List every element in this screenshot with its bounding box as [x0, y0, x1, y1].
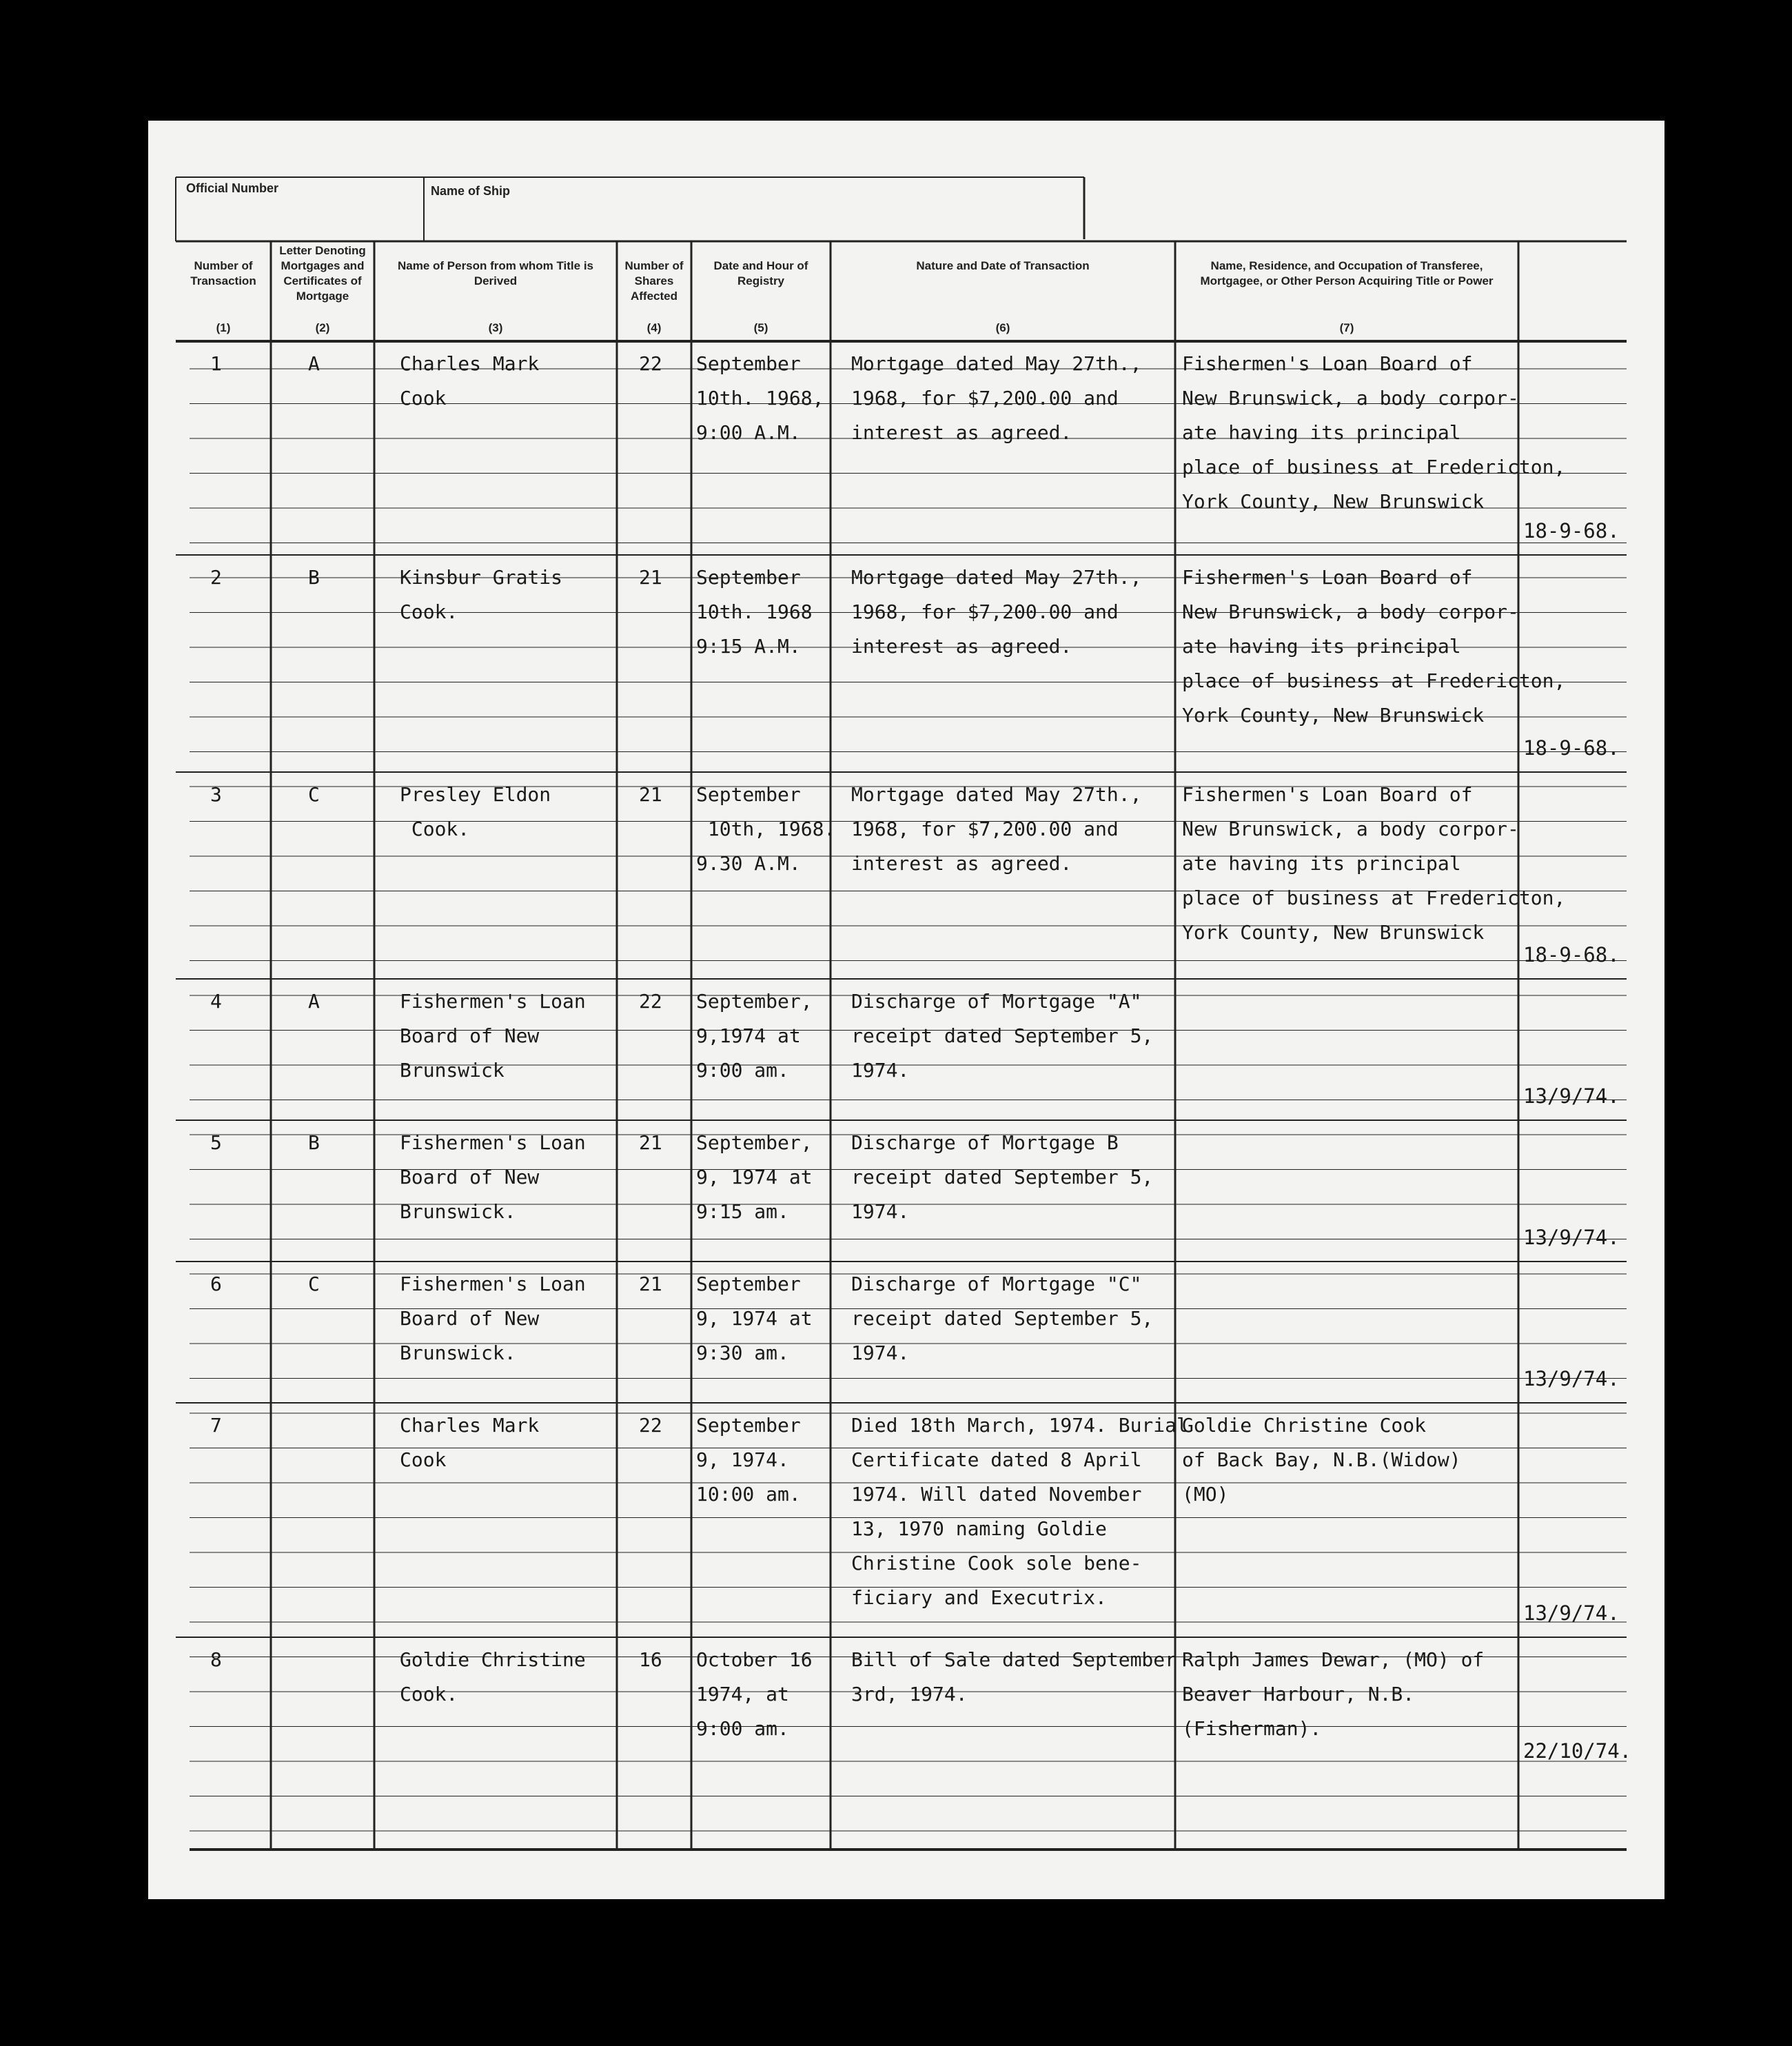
row-nature: Mortgage dated May 27th., 1968, for $7,200.00 and interest as agreed.	[851, 352, 1142, 444]
row-person: Fishermen's Loan Board of New Brunswick.	[400, 1131, 586, 1223]
row-shares: 21	[639, 566, 662, 589]
row-nature: Bill of Sale dated September 3rd, 1974.	[851, 1648, 1177, 1705]
row-nature: Mortgage dated May 27th., 1968, for $7,200.00 and interest as agreed.	[851, 566, 1142, 658]
row-registry: September 10th. 1968 9:15 A.M.	[696, 566, 813, 658]
row-person: Fishermen's Loan Board of New Brunswick.	[400, 1273, 586, 1364]
column-header-number: (6)	[995, 321, 1010, 334]
column-header-title: Nature and Date of Transaction	[916, 259, 1090, 272]
row-person: Charles Mark Cook	[400, 352, 540, 409]
row-shares: 22	[639, 990, 662, 1013]
column-header-title: Name of Person from whom Title is Derived	[397, 259, 594, 287]
row-number: 5	[210, 1131, 222, 1154]
row-number: 2	[210, 566, 222, 589]
row-nature: Discharge of Mortgage "A" receipt dated September 5, 1974.	[851, 990, 1154, 1082]
row-person: Presley Eldon Cook.	[400, 783, 551, 840]
row-nature: Discharge of Mortgage B receipt dated September 5, 1974.	[851, 1131, 1154, 1223]
row-nature: Died 18th March, 1974. Burial Certificate dated 8 April 1974. Will dated November 13, 1970 naming Goldie Christine Cook sole bene- ficiary and Executrix.	[851, 1414, 1188, 1609]
row-person: Fishermen's Loan Board of New Brunswick	[400, 990, 586, 1082]
column-header-number: (4)	[646, 321, 662, 334]
row-shares: 22	[639, 352, 662, 375]
row-shares: 21	[639, 1273, 662, 1295]
row-shares: 16	[639, 1648, 662, 1671]
row-registry: September 9, 1974 at 9:30 am.	[696, 1273, 813, 1364]
row-transferee: Fishermen's Loan Board of New Brunswick, a body corpor- ate having its principal place of business at Fredericton, York County, New Brunswick	[1182, 566, 1566, 727]
row-letter: B	[308, 566, 320, 589]
row-nature: Discharge of Mortgage "C" receipt dated September 5, 1974.	[851, 1273, 1154, 1364]
row-letter: C	[308, 783, 320, 806]
row-transferee: Fishermen's Loan Board of New Brunswick, a body corpor- ate having its principal place of business at Fredericton, York County, New Brunswick	[1182, 352, 1566, 513]
row-registry: September, 9,1974 at 9:00 am.	[696, 990, 813, 1082]
row-registry: October 16 1974, at 9:00 am.	[696, 1648, 813, 1740]
row-registry: September 9, 1974. 10:00 am.	[696, 1414, 801, 1506]
row-date-stamp: 13/9/74.	[1523, 1367, 1620, 1390]
row-date-stamp: 13/9/74.	[1523, 1084, 1620, 1108]
column-header-number: (7)	[1339, 321, 1354, 334]
row-number: 3	[210, 783, 222, 806]
row-date-stamp: 13/9/74.	[1523, 1601, 1620, 1625]
ship-name-label: Name of Ship	[431, 184, 511, 198]
row-number: 6	[210, 1273, 222, 1295]
row-registry: September 10th. 1968, 9:00 A.M.	[696, 352, 824, 444]
row-shares: 22	[639, 1414, 662, 1437]
row-transferee: Ralph James Dewar, (MO) of Beaver Harbour, N.B. (Fisherman).	[1182, 1648, 1485, 1740]
row-letter: A	[308, 990, 320, 1013]
row-date-stamp: 18-9-68.	[1523, 736, 1620, 760]
register-sheet	[148, 121, 1664, 1899]
row-letter: C	[308, 1273, 320, 1295]
official-number-label: Official Number	[186, 181, 279, 195]
row-number: 7	[210, 1414, 222, 1437]
row-shares: 21	[639, 1131, 662, 1154]
row-person: Charles Mark Cook	[400, 1414, 540, 1471]
column-header-title: Number of Shares Affected	[624, 259, 684, 303]
row-number: 4	[210, 990, 222, 1013]
row-date-stamp: 13/9/74.	[1523, 1226, 1620, 1249]
row-date-stamp: 18-9-68.	[1523, 943, 1620, 966]
row-date-stamp: 18-9-68.	[1523, 519, 1620, 543]
row-transferee: Fishermen's Loan Board of New Brunswick, a body corpor- ate having its principal place of business at Fredericton, York County, New Brunswick	[1182, 783, 1566, 944]
row-letter: A	[308, 352, 320, 375]
row-transferee: Goldie Christine Cook of Back Bay, N.B.(Widow) (MO)	[1182, 1414, 1461, 1506]
row-shares: 21	[639, 783, 662, 806]
row-letter: B	[308, 1131, 320, 1154]
row-number: 8	[210, 1648, 222, 1671]
row-registry: September 10th, 1968. 9.30 A.M.	[696, 783, 836, 875]
column-header-title: Date and Hour of Registry	[713, 259, 808, 287]
row-number: 1	[210, 352, 222, 375]
row-date-stamp: 22/10/74.	[1523, 1739, 1632, 1763]
row-registry: September, 9, 1974 at 9:15 am.	[696, 1131, 813, 1223]
column-header-number: (5)	[753, 321, 768, 334]
column-header-number: (2)	[315, 321, 330, 334]
column-header-title: Letter Denoting Mortgages and Certificates of Mortgage	[279, 244, 366, 303]
row-person: Kinsbur Gratis Cook.	[400, 566, 563, 623]
column-header-title: Number of Transaction	[190, 259, 256, 287]
column-header-title: Name, Residence, and Occupation of Transferee, Mortgagee, or Other Person Acquiring Title or Power	[1200, 259, 1494, 287]
column-header-number: (1)	[216, 321, 231, 334]
row-person: Goldie Christine Cook.	[400, 1648, 586, 1705]
row-nature: Mortgage dated May 27th., 1968, for $7,200.00 and interest as agreed.	[851, 783, 1142, 875]
column-header-number: (3)	[488, 321, 503, 334]
